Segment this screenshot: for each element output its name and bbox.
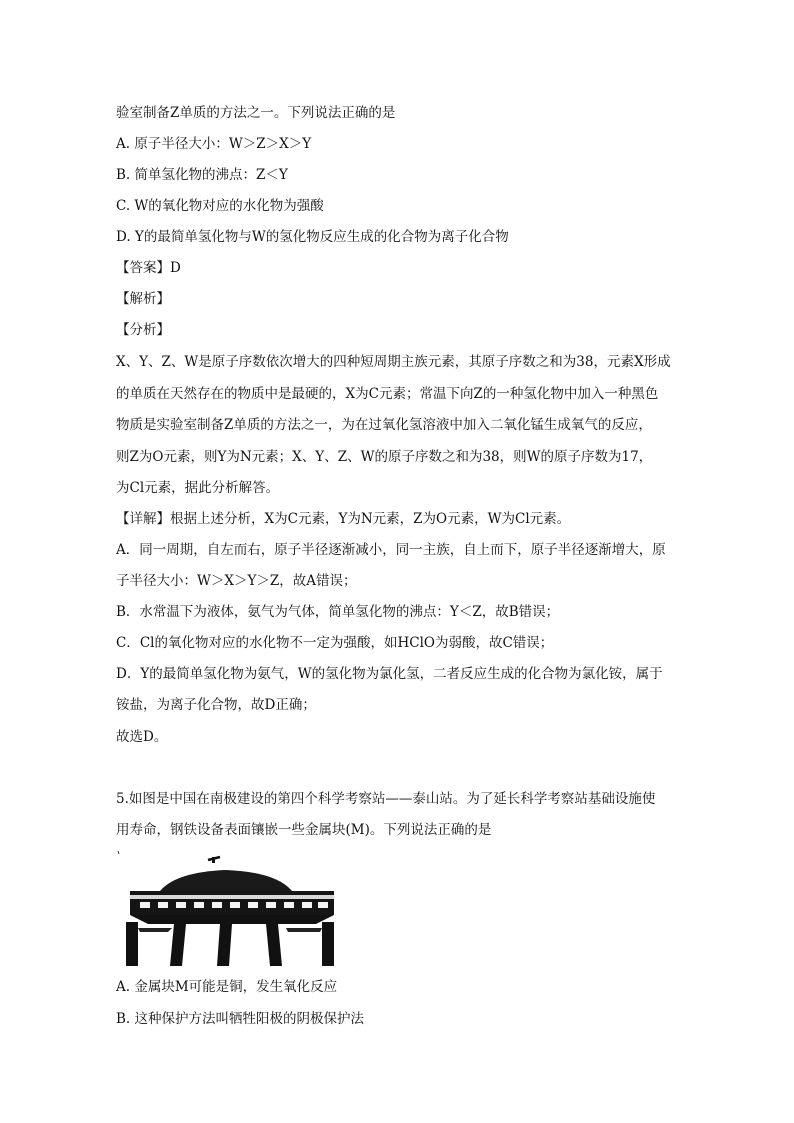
q5-option-a: A. 金属块M可能是铜，发生氧化反应 — [116, 979, 338, 995]
q4-stem-tail: 验室制备Z单质的方法之一。下列说法正确的是 — [116, 105, 396, 121]
q5-option-b: B. 这种保护方法叫牺牲阳极的阴极保护法 — [116, 1011, 365, 1027]
q5-stem-line: 5.如图是中国在南极建设的第四个科学考察站——泰山站。为了延长科学考察站基础设施使 — [116, 791, 656, 807]
analysis-line: X、Y、Z、W是原子序数依次增大的四种短周期主族元素，其原子序数之和为38，元素X形成 — [116, 354, 671, 370]
detail-line: C．Cl的氧化物对应的水化物不一定为强酸，如HClO为弱酸，故C错误； — [116, 635, 554, 651]
detail-line: 子半径大小：W＞X＞Y＞Z，故A错误； — [116, 573, 357, 589]
q4-option-a: A. 原子半径大小：W＞Z＞X＞Y — [116, 136, 312, 152]
detail-line: 【详解】根据上述分析，X为C元素，Y为N元素，Z为O元素，W为Cl元素。 — [116, 511, 571, 527]
detail-line: A．同一周期，自左而右，原子半径逐渐减小，同一主族，自上而下，原子半径逐渐增大，原 — [116, 542, 666, 558]
fenxi-label: 【分析】 — [116, 322, 170, 338]
q5-stem-line: 用寿命，钢铁设备表面镶嵌一些金属块(M)。下列说法正确的是 — [116, 822, 492, 838]
detail-line: 铵盐，为离子化合物，故D正确； — [116, 697, 316, 713]
detail-line: D．Y的最简单氢化物为氨气，W的氢化物为氯化氢，二者反应生成的化合物为氯化铵，属于 — [116, 666, 663, 682]
analysis-line: 则Z为O元素，则Y为N元素；X、Y、Z、W的原子序数之和为38，则W的原子序数为17， — [116, 449, 653, 465]
answer-label: 【答案】D — [116, 260, 181, 276]
analysis-line: 为Cl元素，据此分析解答。 — [116, 480, 280, 496]
q4-option-c: C. W的氧化物对应的水化物为强酸 — [116, 198, 324, 214]
detail-line: 故选D。 — [116, 729, 168, 745]
detail-line: B．水常温下为液体，氨气为气体，简单氢化物的沸点：Y＜Z，故B错误； — [116, 604, 560, 620]
station-figure — [116, 848, 346, 968]
analysis-line: 的单质在天然存在的物质中是最硬的，X为C元素；常温下向Z的一种氢化物中加入一种黑色 — [116, 386, 659, 402]
jiexi-label: 【解析】 — [116, 291, 170, 307]
analysis-line: 物质是实验室制备Z单质的方法之一，为在过氧化氢溶液中加入二氧化锰生成氧气的反应， — [116, 417, 652, 433]
q4-option-b: B. 简单氢化物的沸点：Z＜Y — [116, 167, 288, 183]
q4-option-d: D. Y的最简单氢化物与W的氢化物反应生成的化合物为离子化合物 — [116, 229, 509, 245]
